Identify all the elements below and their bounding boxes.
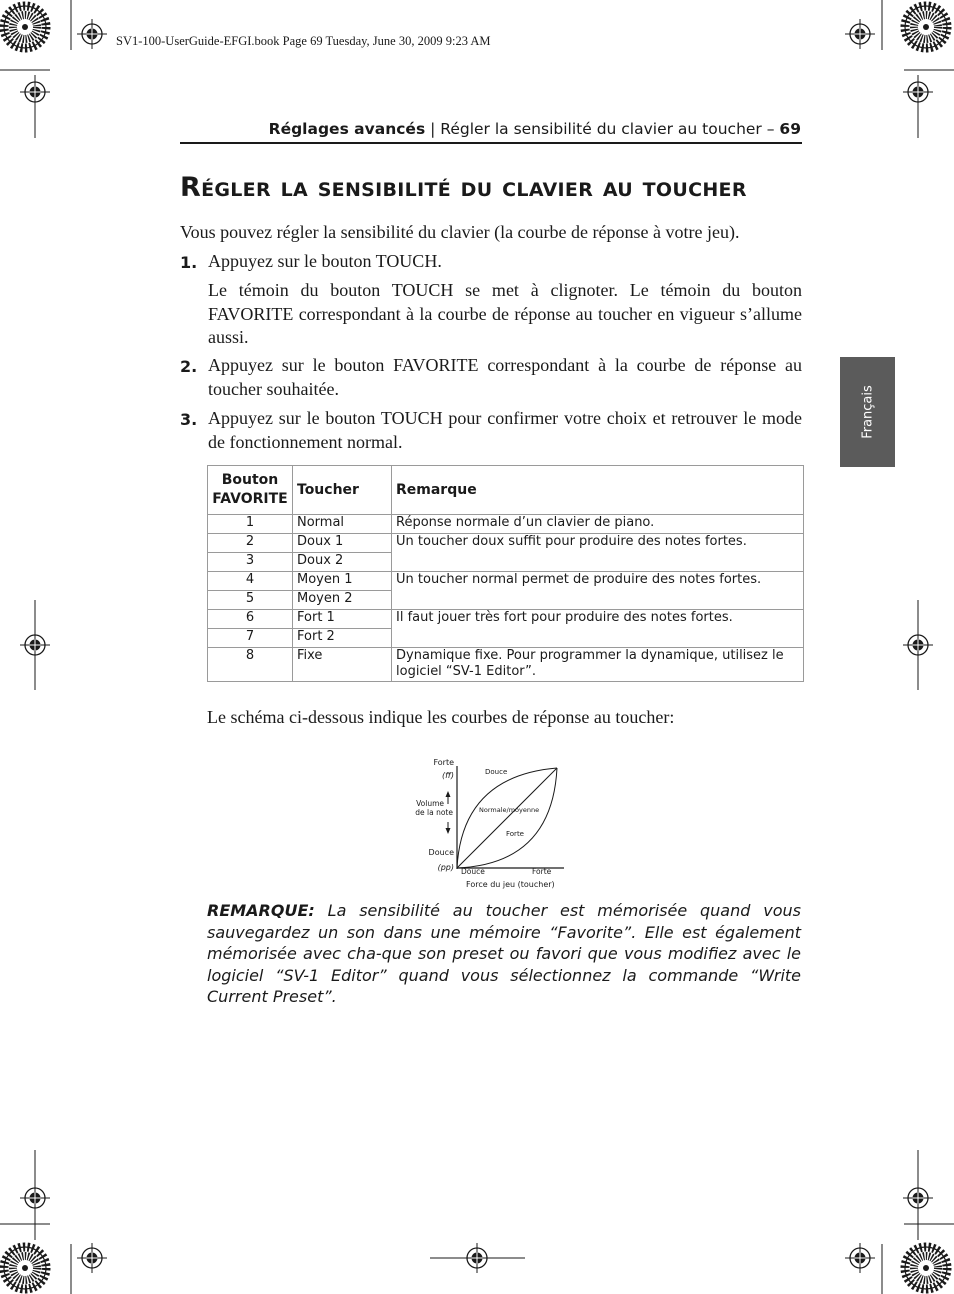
- cell-touch: Doux 1: [293, 534, 392, 553]
- table-row: [208, 515, 804, 534]
- print-header: SV1-100-UserGuide-EFGI.book Page 69 Tuesday, June 30, 2009 9:23 AM: [116, 34, 491, 48]
- registration-mark-icon: [903, 1183, 933, 1213]
- cell-num: 6: [208, 610, 293, 629]
- step-1-text: Appuyez sur le bouton TOUCH.: [208, 251, 442, 271]
- header-rule: [180, 142, 802, 144]
- y-top-symbol: (ff): [441, 771, 454, 780]
- cell-touch: Fixe: [293, 648, 392, 682]
- cell-touch: Fort 1: [293, 610, 392, 629]
- x-axis-label: Force du jeu (toucher): [466, 880, 555, 889]
- cell-remark: Dynamique fixe. Pour programmer la dynamique, utilisez le logiciel “SV-1 Editor”.: [392, 648, 804, 682]
- registration-mark-icon: [20, 630, 50, 660]
- cell-num: 8: [208, 648, 293, 682]
- registration-star-icon: [905, 1247, 947, 1289]
- y-bottom-label: Douce: [428, 848, 454, 857]
- curve-normal-label: Normale/moyenne: [479, 806, 540, 814]
- diagram-caption: Le schéma ci-dessous indique les courbes de réponse au toucher:: [207, 707, 675, 727]
- remarque-note: [207, 900, 801, 1008]
- table-row: [208, 610, 804, 629]
- header-touch: Toucher: [293, 466, 392, 515]
- table-header-row: [208, 466, 804, 515]
- curve-normal: [457, 768, 557, 868]
- remarque-label: REMARQUE:: [207, 901, 315, 920]
- table-row: [208, 534, 804, 553]
- remarque-text: La sensibilité au toucher est mémorisée quand vous sauvegardez un son dans une mémoire “Favorite”. Elle est également mémorisée avec cha-que son preset ou favori que vous modifiez avec le logiciel “SV-1 Editor” quand vous sélectionnez la commande “Write Current Preset”.: [207, 901, 801, 1006]
- running-header-separator: |: [425, 120, 441, 138]
- curve-soft-label: Douce: [485, 768, 508, 776]
- header-remark: Remarque: [392, 466, 804, 515]
- registration-mark-icon: [903, 77, 933, 107]
- x-left-label: Douce: [461, 867, 485, 876]
- page-number: 69: [779, 120, 801, 138]
- table-row: [208, 572, 804, 591]
- cell-num: 7: [208, 629, 293, 648]
- language-tab: [840, 357, 895, 467]
- cell-touch: Moyen 1: [293, 572, 392, 591]
- cell-remark: Un toucher normal permet de produire des notes fortes.: [392, 572, 804, 610]
- registration-mark-icon: [77, 19, 107, 49]
- table-row: [208, 648, 804, 682]
- registration-star-icon: [4, 1247, 46, 1289]
- cell-touch: Fort 2: [293, 629, 392, 648]
- intro-text: Vous pouvez régler la sensibilité du clavier (la courbe de réponse à votre jeu).: [180, 222, 740, 242]
- step-1-detail: Le témoin du bouton TOUCH se met à clignoter. Le témoin du bouton FAVORITE correspondant à la courbe de réponse au toucher en vigueur s’allume aussi.: [208, 280, 802, 347]
- y-axis-label-1: Volume: [416, 799, 444, 808]
- curve-hard-label: Forte: [506, 830, 524, 838]
- cell-touch: Doux 2: [293, 553, 392, 572]
- cell-remark: Réponse normale d’un clavier de piano.: [392, 515, 804, 534]
- touch-table: [207, 465, 804, 682]
- registration-star-icon: [905, 6, 947, 48]
- header-favorite: Bouton FAVORITE: [208, 466, 293, 515]
- step-3-text: Appuyez sur le bouton TOUCH pour confirmer votre choix et retrouver le mode de fonctionnement normal.: [208, 408, 802, 452]
- cell-num: 1: [208, 515, 293, 534]
- registration-mark-icon: [903, 630, 933, 660]
- cell-num: 5: [208, 591, 293, 610]
- cell-touch: Normal: [293, 515, 392, 534]
- x-right-label: Forte: [532, 867, 552, 876]
- registration-mark-icon: [845, 1243, 875, 1273]
- running-header: [269, 120, 801, 138]
- cell-num: 2: [208, 534, 293, 553]
- page-title: Régler la sensibilité du clavier au toucher: [180, 172, 747, 203]
- language-tab-label: Français: [860, 385, 875, 439]
- registration-mark-icon: [77, 1243, 107, 1273]
- step-2-text: Appuyez sur le bouton FAVORITE correspondant à la courbe de réponse au toucher souhaitée.: [208, 355, 802, 399]
- cell-touch: Moyen 2: [293, 591, 392, 610]
- cell-num: 3: [208, 553, 293, 572]
- running-header-dash: –: [761, 120, 780, 138]
- arrow-down-icon: [446, 828, 451, 834]
- cell-num: 4: [208, 572, 293, 591]
- response-curve-diagram: [400, 752, 580, 894]
- registration-mark-icon: [462, 1243, 492, 1273]
- y-top-label: Forte: [433, 758, 454, 767]
- y-bottom-symbol: (pp): [437, 863, 454, 872]
- step-1-number: 1.: [180, 253, 198, 272]
- cell-remark: Un toucher doux suffit pour produire des notes fortes.: [392, 534, 804, 572]
- registration-mark-icon: [20, 77, 50, 107]
- registration-mark-icon: [20, 1183, 50, 1213]
- registration-mark-icon: [845, 19, 875, 49]
- running-header-topic: Régler la sensibilité du clavier au toucher: [440, 120, 762, 138]
- registration-star-icon: [4, 6, 46, 48]
- arrow-up-icon: [446, 791, 451, 797]
- step-2-number: 2.: [180, 357, 198, 376]
- running-header-section: Réglages avancés: [268, 120, 426, 138]
- cell-remark: Il faut jouer très fort pour produire des notes fortes.: [392, 610, 804, 648]
- y-axis-label-2: de la note: [415, 808, 453, 817]
- step-3-number: 3.: [180, 410, 198, 429]
